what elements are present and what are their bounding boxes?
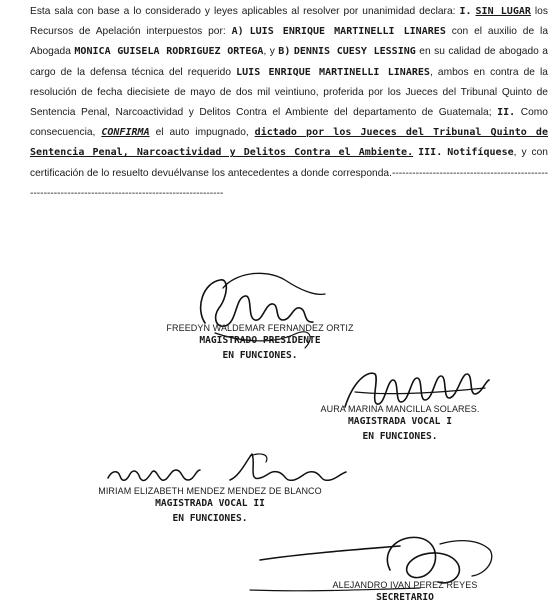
signature-block-presidente xyxy=(145,323,375,363)
resolution-text xyxy=(30,2,548,204)
resolution-text-fragment: el auto impugnado, xyxy=(149,127,255,139)
signature-block-vocal-2 xyxy=(70,486,350,526)
notifiquese: Notifíquese xyxy=(447,147,514,159)
vocal1-role: MAGISTRADA VOCAL I xyxy=(348,416,452,427)
roman-numeral-1: I. xyxy=(459,6,472,17)
resolution-text-fragment: con el auxilio de la Abogada xyxy=(30,26,548,58)
item-b-label: B) xyxy=(278,46,291,58)
vocal2-name: MIRIAM ELIZABETH MENDEZ MENDEZ DE BLANCO xyxy=(98,486,322,496)
vocal1-name: AURA MARINA MANCILLA SOLARES. xyxy=(320,404,480,414)
vocal1-status: EN FUNCIONES. xyxy=(362,431,438,442)
vocal2-role: MAGISTRADA VOCAL II xyxy=(155,498,265,509)
sin-lugar: SIN LUGAR xyxy=(475,6,531,17)
secretario-role: SECRETARIO xyxy=(376,592,434,603)
resolution-text-fragment: en su calidad de abogado a cargo de la defensa técnica del requerido xyxy=(30,46,548,78)
confirma: CONFIRMA xyxy=(101,127,150,139)
signature-block-vocal-1 xyxy=(285,404,515,444)
requested-name: LUIS ENRIQUE MARTINELLI LINARES xyxy=(236,66,430,78)
presidente-role: MAGISTRADO PRESIDENTE xyxy=(199,335,321,346)
resolution-text-fragment: Como consecuencia, xyxy=(30,107,548,139)
resolution-text-fragment: , y xyxy=(263,46,279,58)
presidente-name: FREEDYN WALDEMAR FERNANDEZ ORTIZ xyxy=(166,323,354,333)
signature-block-secretario xyxy=(305,580,505,605)
roman-numeral-3: III. xyxy=(418,147,443,159)
attorney-name: MONICA GUISELA RODRIGUEZ ORTEGA xyxy=(74,46,264,58)
secretario-name: ALEJANDRO IVAN PEREZ REYES xyxy=(332,580,478,590)
vocal2-status: EN FUNCIONES. xyxy=(172,513,248,524)
dictado-clause: dictado por los Jueces del Tribunal Quinto de Sentencia Penal, Narcoactividad y Delitos Contra el Ambiente. xyxy=(30,127,548,159)
item-a-label: A) xyxy=(231,26,244,38)
resolution-intro: Esta sala con base a lo considerado y leyes aplicables al resolver por unanimidad declara: xyxy=(30,6,460,17)
resolution-text-fragment: , ambos en contra de la resolución de fecha diecisiete de mayo de dos mil veintiuno, proferida por los Jueces del Tribunal Quinto de Sentencia Penal, Narcoactividad y Delitos Contra el Ambiente del departamento de Guatemala; xyxy=(30,66,548,119)
presidente-status: EN FUNCIONES. xyxy=(222,350,298,361)
appellant-name: LUIS ENRIQUE MARTINELLI LINARES xyxy=(249,26,446,38)
resolution-text-fragment: los Recursos de Apelación interpuestos por: xyxy=(30,6,548,38)
roman-numeral-2: II. xyxy=(497,107,516,119)
defense-attorney-name: DENNIS CUESY LESSING xyxy=(293,46,416,58)
resolution-text-fragment: , y con certificación de lo resuelto devuélvanse los antecedentes a donde corresponda. xyxy=(30,147,548,179)
fill-dashes: ------------------------------------------------------------------------------------------------------- xyxy=(30,167,548,199)
